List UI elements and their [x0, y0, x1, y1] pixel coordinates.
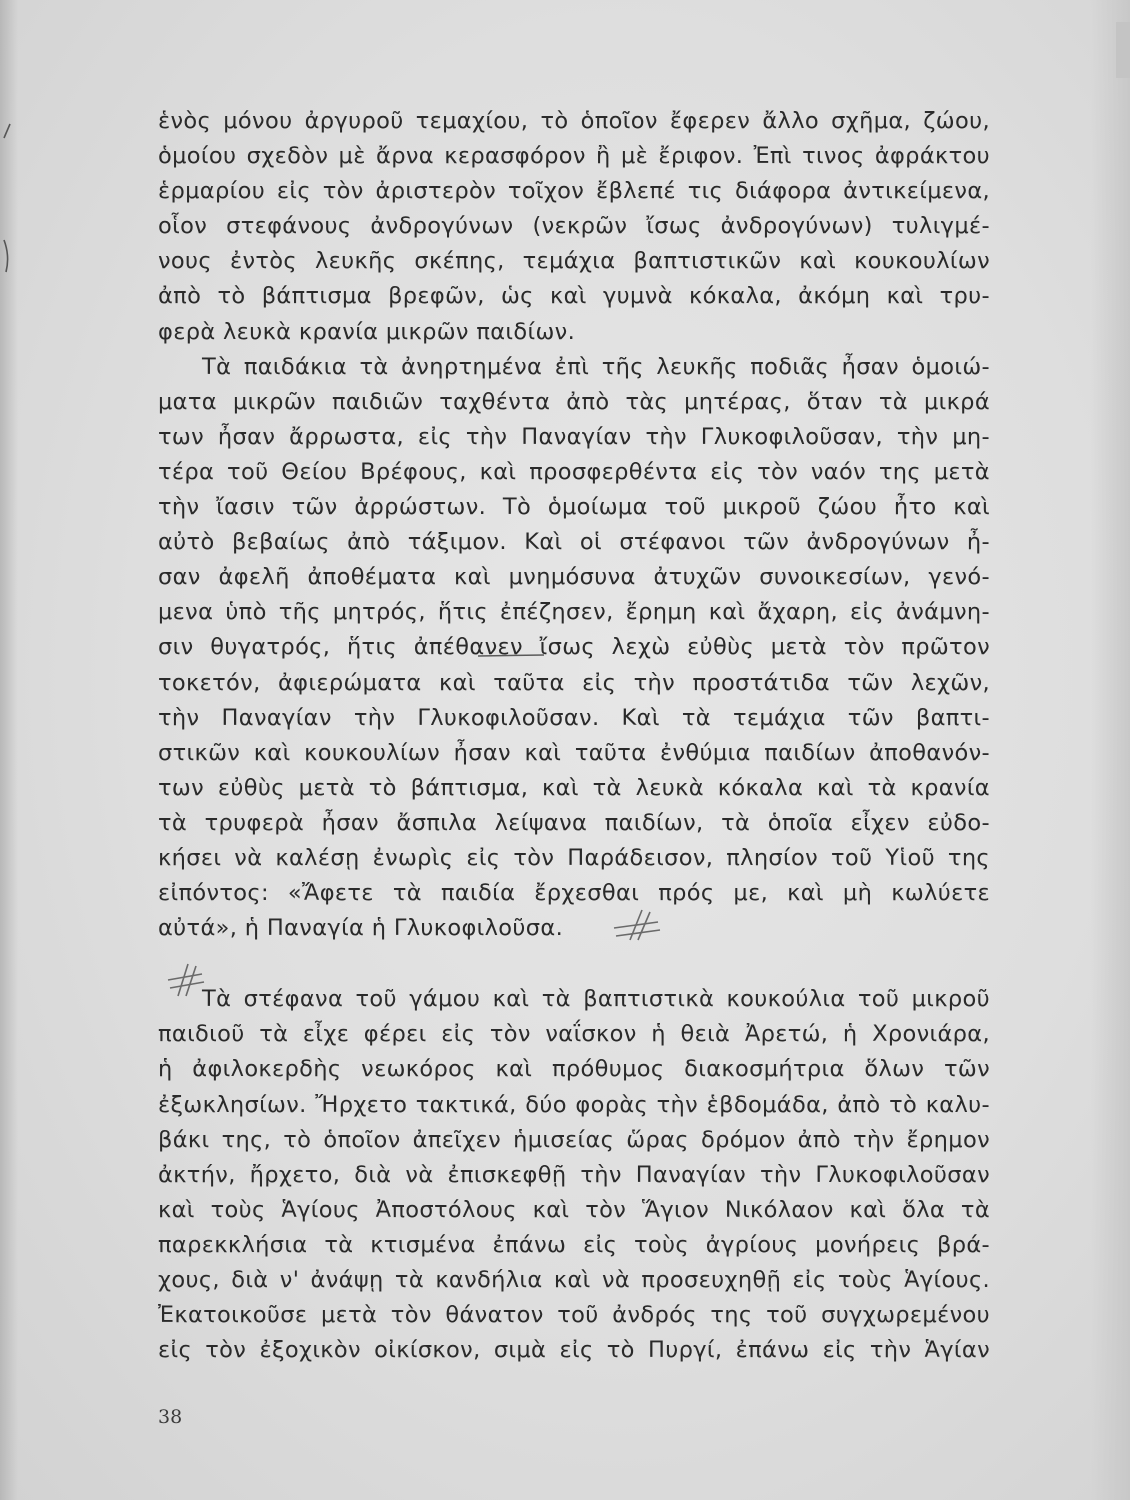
text-line: των εὐθὺς μετὰ τὸ βάπτισμα, καὶ τὰ λευκὰ κόκαλα καὶ τὰ κρανία [158, 774, 990, 801]
page-tab [1116, 22, 1130, 78]
text-line: ἑρμαρίου εἰς τὸν ἀριστερὸν τοῖχον ἔβλεπέ τις διάφορα ἀντικείμενα, [158, 178, 990, 205]
text-line: τέρα τοῦ Θείου Βρέφους, καὶ προσφερθέντα εἰς τὸν ναόν της μετὰ [158, 458, 990, 485]
page-edge-shadow [1090, 0, 1130, 1500]
text-line: αὐτά», ἡ Παναγία ἡ Γλυκοφιλοῦσα. [158, 915, 564, 942]
text-line: κήσει νὰ καλέσῃ ἐνωρὶς εἰς τὸν Παράδεισον, πλησίον τοῦ Υἱοῦ της [158, 844, 990, 871]
text-line: νους ἐντὸς λευκῆς σκέπης, τεμάχια βαπτιστικῶν καὶ κουκουλίων [158, 248, 990, 275]
text-line: καὶ τοὺς Ἁγίους Ἀποστόλους καὶ τὸν Ἅγιον Νικόλαον καὶ ὅλα τὰ [158, 1196, 990, 1223]
text-line: ἡ ἀφιλοκερδὴς νεωκόρος καὶ πρόθυμος διακοσμήτρια ὅλων τῶν [158, 1056, 990, 1083]
text-line: εἰπόντος: «Ἄφετε τὰ παιδία ἔρχεσθαι πρός με, καὶ μὴ κωλύετε [158, 880, 990, 907]
text-line: βάκι της, τὸ ὁποῖον ἀπεῖχεν ἡμισείας ὥρας δρόμον ἀπὸ τὴν ἔρημον [158, 1126, 990, 1153]
text-line: σαν ἀφελῆ ἀποθέματα καὶ μνημόσυνα ἀτυχῶν συνοικεσίων, γενό- [158, 564, 990, 591]
text-line: ὁμοίου σχεδὸν μὲ ἄρνα κερασφόρον ἢ μὲ ἔριφον. Ἐπὶ τινος ἀφράκτου [158, 143, 990, 170]
text-line: ἀκτήν, ἤρχετο, διὰ νὰ ἐπισκεφθῇ τὴν Παναγίαν τὴν Γλυκοφιλοῦσαν [158, 1161, 990, 1188]
text-line: Τὰ παιδάκια τὰ ἀνηρτημένα ἐπὶ τῆς λευκῆς ποδιᾶς ἦσαν ὁμοιώ- [202, 353, 990, 380]
pencil-underline-icon [478, 654, 544, 657]
text-line: στικῶν καὶ κουκουλίων ἦσαν καὶ ταῦτα ἐνθύμια παιδίων ἀποθανόν- [158, 739, 990, 766]
paragraph-spacer [158, 946, 990, 982]
text-line: ματα μικρῶν παιδιῶν ταχθέντα ἀπὸ τὰς μητέρας, ὅταν τὰ μικρά [158, 388, 990, 415]
text-line: παρεκκλήσια τὰ κτισμένα ἐπάνω εἰς τοὺς ἀγρίους μονήρεις βρά- [158, 1231, 990, 1258]
text-line: ἀπὸ τὸ βάπτισμα βρεφῶν, ὡς καὶ γυμνὰ κόκαλα, ἀκόμη καὶ τρυ- [158, 283, 990, 310]
text-line: ἐξωκλησίων. Ἤρχετο τακτικά, δύο φορὰς τὴν ἑβδομάδα, ἀπὸ τὸ καλυ- [158, 1091, 990, 1118]
text-line: παιδιοῦ τὰ εἶχε φέρει εἰς τὸν ναΐσκον ἡ θειὰ Ἀρετώ, ἡ Χρονιάρα, [158, 1021, 990, 1048]
text-line: των ἦσαν ἄρρωστα, εἰς τὴν Παναγίαν τὴν Γλυκοφιλοῦσαν, τὴν μη- [158, 423, 990, 450]
paragraph-2 [158, 350, 990, 947]
text-line: σιν θυγατρός, ἥτις ἀπέθανεν ἴσως λεχὼ εὐθὺς μετὰ τὸν πρῶτον [158, 634, 990, 661]
paragraph-3 [158, 982, 990, 1368]
text-line: τὴν ἴασιν τῶν ἀρρώστων. Τὸ ὁμοίωμα τοῦ μικροῦ ζώου ἦτο καὶ [158, 494, 990, 521]
text-line: μενα ὑπὸ τῆς μητρός, ἥτις ἐπέζησεν, ἔρημη καὶ ἄχαρη, εἰς ἀνάμνη- [158, 599, 990, 626]
text-line: φερὰ λευκὰ κρανία μικρῶν παιδίων. [158, 318, 576, 345]
text-line: εἰς τὸν ἐξοχικὸν οἰκίσκον, σιμὰ εἰς τὸ Πυργί, ἐπάνω εἰς τὴν Ἁγίαν [158, 1337, 990, 1364]
text-line: ἑνὸς μόνου ἀργυροῦ τεμαχίου, τὸ ὁποῖον ἔφερεν ἄλλο σχῆμα, ζώου, [158, 108, 990, 134]
page-number: 38 [158, 1406, 183, 1428]
text-line: Τὰ στέφανα τοῦ γάμου καὶ τὰ βαπτιστικὰ κουκούλια τοῦ μικροῦ [202, 986, 990, 1013]
text-line: οἷον στεφάνους ἀνδρογύνων (νεκρῶν ἴσως ἀνδρογύνων) τυλιγμέ- [158, 213, 990, 240]
paragraph-1 [158, 104, 990, 350]
text-line: τὰ τρυφερὰ ἦσαν ἄσπιλα λείψανα παιδίων, τὰ ὁποῖα εἶχεν εὐδο- [158, 809, 990, 836]
margin-mark-icon [0, 120, 14, 280]
text-line: Ἐκατοικοῦσε μετὰ τὸν θάνατον τοῦ ἀνδρός της τοῦ συγχωρεμένου [158, 1302, 990, 1329]
body-text [158, 104, 990, 1368]
text-line: αὐτὸ βεβαίως ἀπὸ τάξιμον. Καὶ οἱ στέφανοι τῶν ἀνδρογύνων ἦ- [158, 529, 990, 556]
pencil-paragraph-mark-start-icon [164, 960, 208, 1000]
text-line: χους, διὰ ν' ἀνάψῃ τὰ κανδήλια καὶ νὰ προσευχηθῇ εἰς τοὺς Ἁγίους. [158, 1267, 990, 1293]
pencil-paragraph-mark-end-icon [608, 906, 664, 942]
text-line: τοκετόν, ἀφιερώματα καὶ ταῦτα εἰς τὴν προστάτιδα τῶν λεχῶν, [158, 669, 990, 696]
text-line: τὴν Παναγίαν τὴν Γλυκοφιλοῦσαν. Καὶ τὰ τεμάχια τῶν βαπτι- [158, 704, 990, 731]
